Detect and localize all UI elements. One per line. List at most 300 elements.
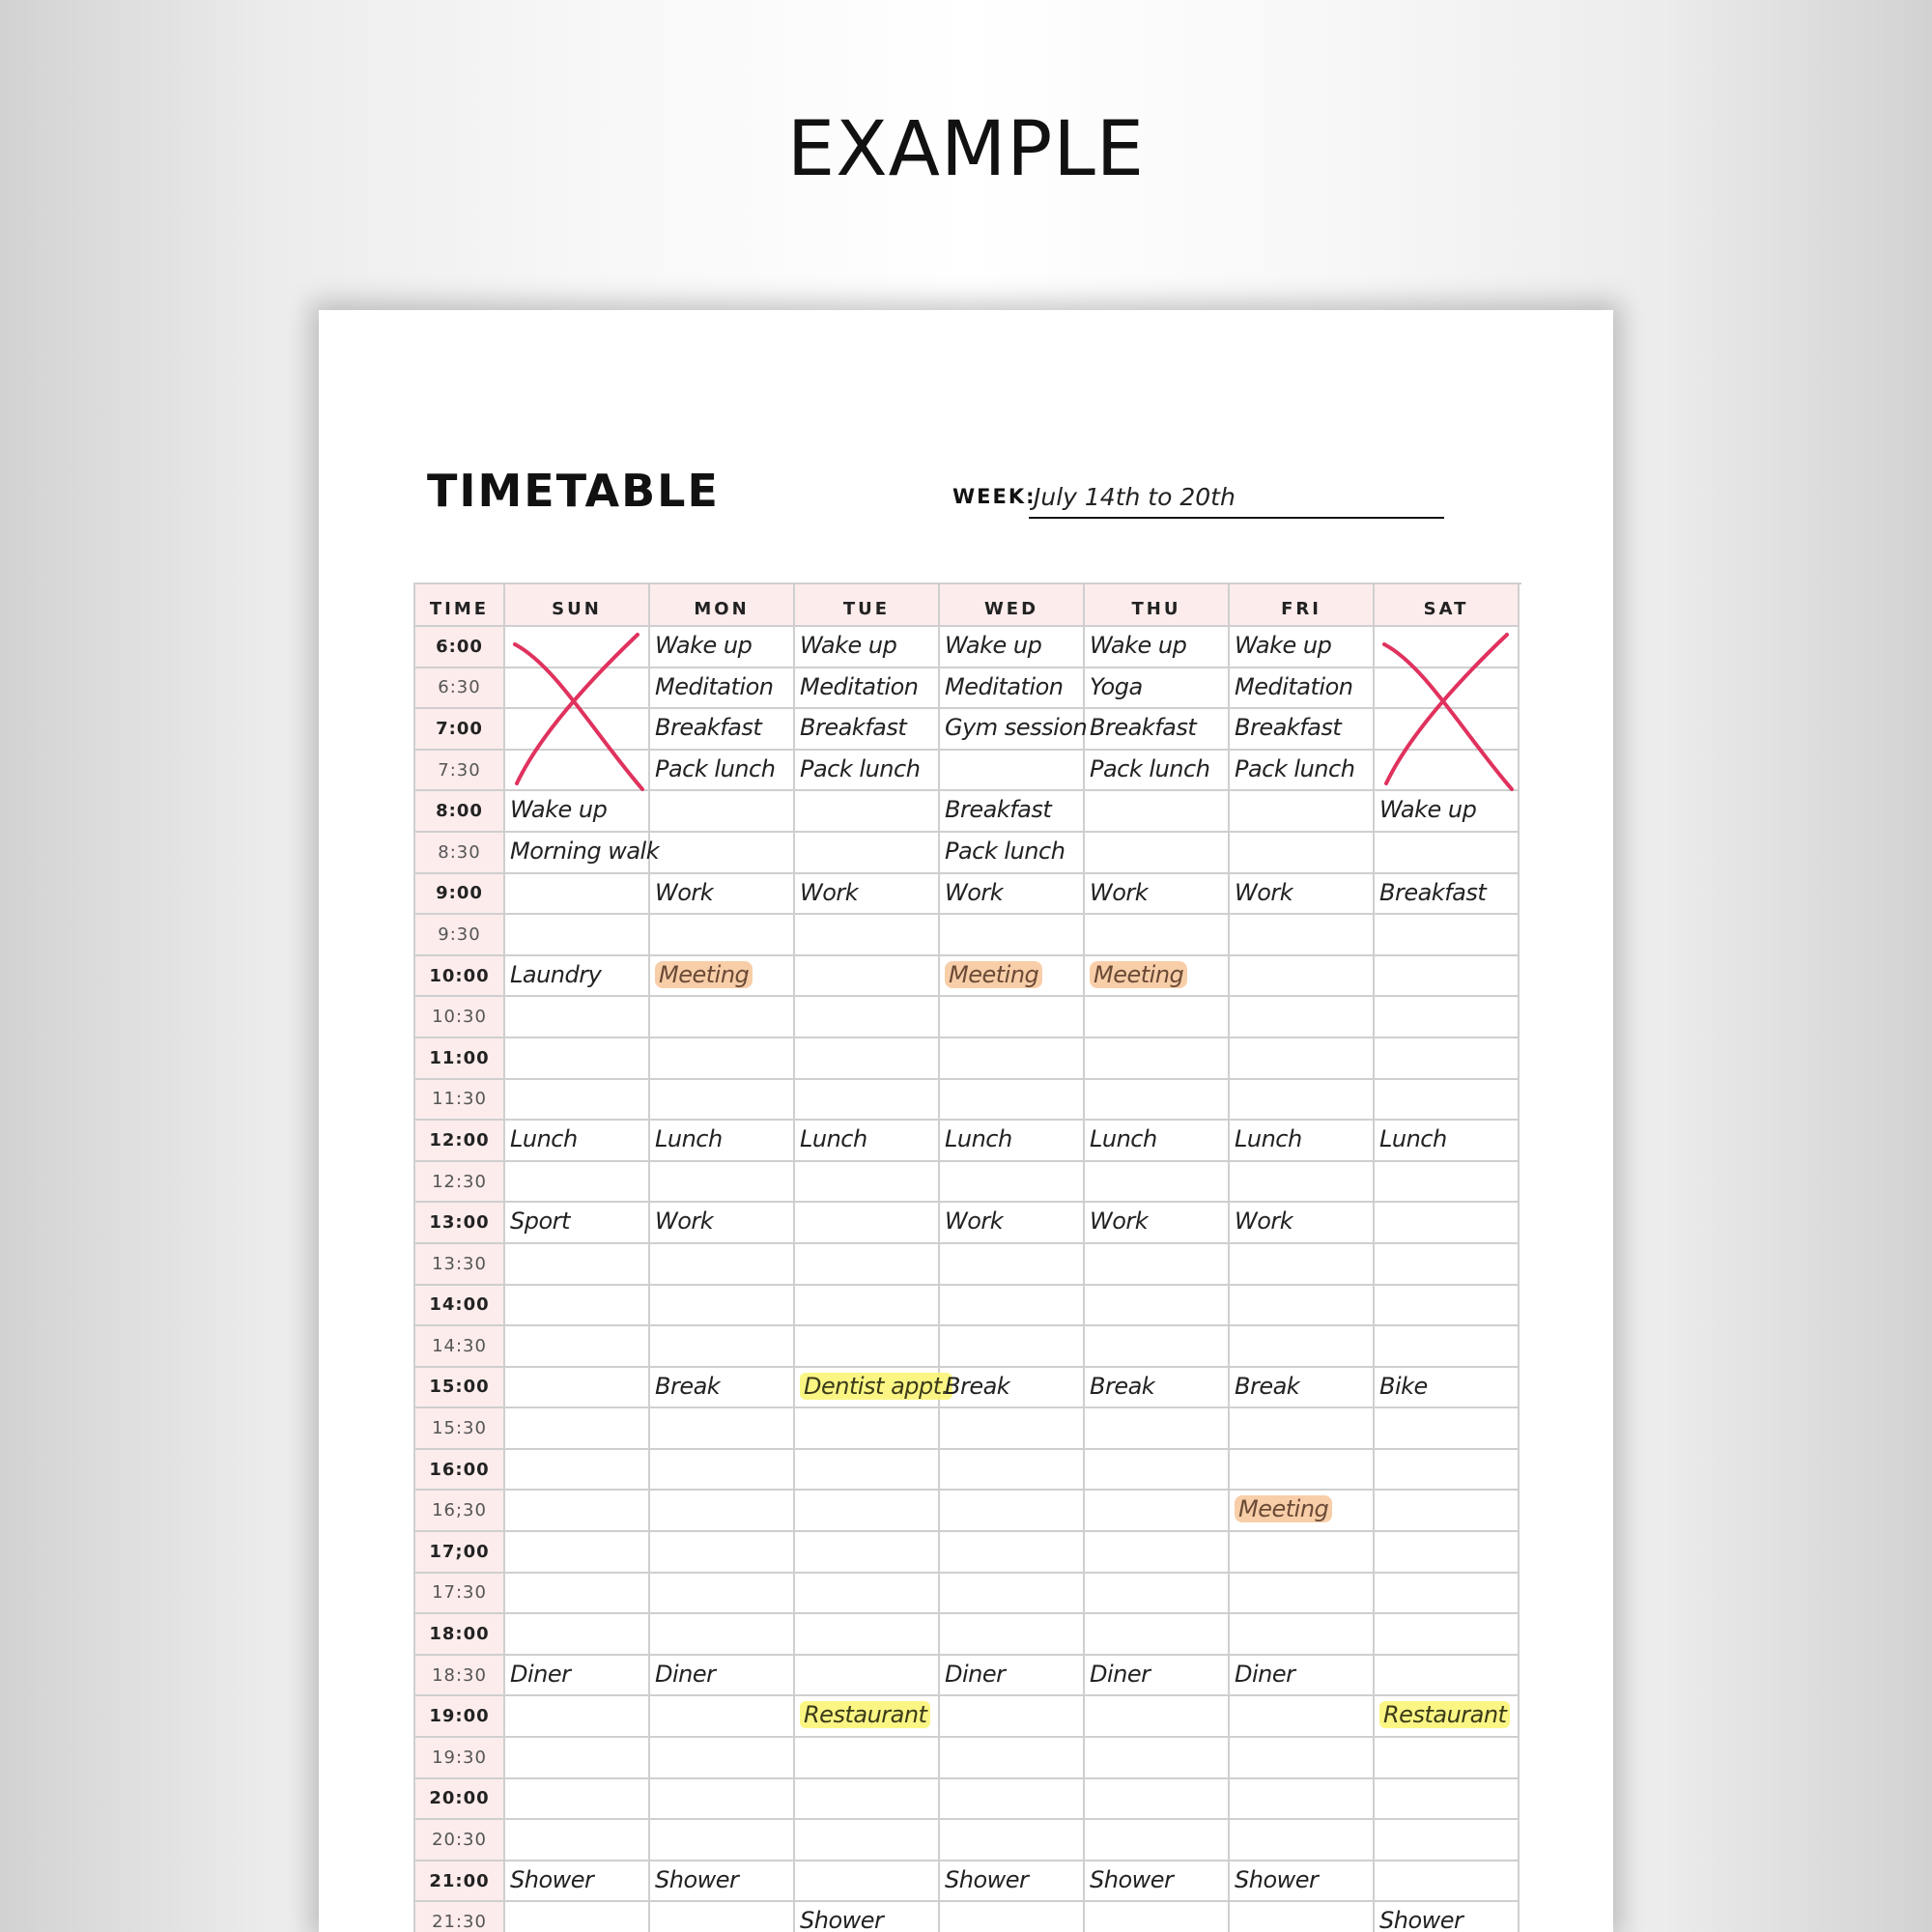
slot-sat-9[interactable] <box>1375 997 1520 1038</box>
slot-fri-14[interactable] <box>1230 1203 1375 1244</box>
time-slot-label: 21:30 <box>415 1902 505 1932</box>
slot-mon-7[interactable] <box>650 915 795 956</box>
slot-thu-5[interactable] <box>1085 833 1230 874</box>
slot-thu-30[interactable] <box>1085 1861 1230 1903</box>
cross-out-mark-sat <box>1377 627 1521 796</box>
slot-sun-17[interactable] <box>505 1326 650 1368</box>
slot-tue-7[interactable] <box>795 915 940 956</box>
slot-thu-26[interactable] <box>1085 1696 1230 1738</box>
slot-sat-28[interactable] <box>1375 1779 1520 1821</box>
slot-mon-27[interactable] <box>650 1738 795 1779</box>
schedule-entry: Shower <box>510 1865 594 1893</box>
slot-tue-31[interactable] <box>795 1902 940 1932</box>
slot-mon-25[interactable] <box>650 1656 795 1697</box>
slot-wed-12[interactable] <box>940 1121 1085 1162</box>
slot-sun-18[interactable] <box>505 1368 650 1409</box>
slot-fri-28[interactable] <box>1230 1779 1375 1821</box>
slot-fri-1[interactable] <box>1230 668 1375 710</box>
slot-mon-23[interactable] <box>650 1574 795 1615</box>
slot-fri-18[interactable] <box>1230 1368 1375 1409</box>
slot-sat-25[interactable] <box>1375 1656 1520 1697</box>
slot-fri-25[interactable] <box>1230 1656 1375 1697</box>
schedule-entry: Shower <box>1090 1865 1174 1893</box>
slot-mon-21[interactable] <box>650 1491 795 1532</box>
time-slot-label: 6:00 <box>415 627 505 668</box>
slot-sun-25[interactable] <box>505 1656 650 1697</box>
slot-sat-13[interactable] <box>1375 1162 1520 1204</box>
slot-tue-28[interactable] <box>795 1779 940 1821</box>
slot-fri-30[interactable] <box>1230 1861 1375 1903</box>
slot-tue-5[interactable] <box>795 833 940 874</box>
slot-sun-27[interactable] <box>505 1738 650 1779</box>
slot-thu-6[interactable] <box>1085 874 1230 916</box>
slot-wed-7[interactable] <box>940 915 1085 956</box>
slot-mon-12[interactable] <box>650 1121 795 1162</box>
time-slot-label: 15:30 <box>415 1408 505 1450</box>
schedule-entry: Work <box>655 1208 714 1236</box>
schedule-entry: Meditation <box>945 672 1064 700</box>
slot-sat-19[interactable] <box>1375 1408 1520 1450</box>
schedule-entry: Restaurant <box>1379 1701 1510 1728</box>
schedule-entry: Wake up <box>945 632 1042 659</box>
slot-thu-8[interactable] <box>1085 956 1230 998</box>
slot-wed-31[interactable] <box>940 1902 1085 1932</box>
slot-thu-14[interactable] <box>1085 1203 1230 1244</box>
slot-mon-8[interactable] <box>650 956 795 998</box>
slot-wed-18[interactable] <box>940 1368 1085 1409</box>
slot-mon-6[interactable] <box>650 874 795 916</box>
slot-tue-13[interactable] <box>795 1162 940 1204</box>
slot-fri-4[interactable] <box>1230 791 1375 833</box>
slot-thu-18[interactable] <box>1085 1368 1230 1409</box>
slot-sat-6[interactable] <box>1375 874 1520 916</box>
slot-sun-15[interactable] <box>505 1244 650 1286</box>
schedule-entry: Diner <box>1235 1660 1295 1688</box>
slot-fri-9[interactable] <box>1230 997 1375 1038</box>
schedule-entry: Wake up <box>510 796 608 824</box>
slot-wed-10[interactable] <box>940 1038 1085 1080</box>
slot-tue-15[interactable] <box>795 1244 940 1286</box>
slot-tue-18[interactable] <box>795 1368 949 1409</box>
slot-thu-31[interactable] <box>1085 1902 1230 1932</box>
schedule-entry: Pack lunch <box>945 837 1065 865</box>
slot-mon-9[interactable] <box>650 997 795 1038</box>
slot-mon-19[interactable] <box>650 1408 795 1450</box>
slot-fri-29[interactable] <box>1230 1820 1375 1861</box>
slot-sun-16[interactable] <box>505 1286 650 1327</box>
slot-wed-28[interactable] <box>940 1779 1085 1821</box>
slot-tue-20[interactable] <box>795 1450 940 1492</box>
day-header-fri: FRI <box>1230 584 1375 627</box>
slot-tue-30[interactable] <box>795 1861 940 1903</box>
schedule-entry: Shower <box>945 1865 1029 1893</box>
slot-mon-16[interactable] <box>650 1286 795 1327</box>
slot-tue-1[interactable] <box>795 668 940 710</box>
slot-tue-9[interactable] <box>795 997 940 1038</box>
slot-fri-8[interactable] <box>1230 956 1375 998</box>
slot-sun-5[interactable] <box>505 833 660 874</box>
slot-wed-26[interactable] <box>940 1696 1085 1738</box>
slot-fri-17[interactable] <box>1230 1326 1375 1368</box>
slot-fri-24[interactable] <box>1230 1614 1375 1656</box>
slot-mon-11[interactable] <box>650 1080 795 1122</box>
schedule-entry: Shower <box>1379 1907 1463 1932</box>
slot-mon-4[interactable] <box>650 791 795 833</box>
slot-sun-23[interactable] <box>505 1574 650 1615</box>
schedule-entry: Pack lunch <box>1235 754 1355 782</box>
time-slot-label: 16;30 <box>415 1491 505 1532</box>
slot-tue-17[interactable] <box>795 1326 940 1368</box>
slot-sat-16[interactable] <box>1375 1286 1520 1327</box>
slot-thu-7[interactable] <box>1085 915 1230 956</box>
slot-thu-25[interactable] <box>1085 1656 1230 1697</box>
slot-sat-11[interactable] <box>1375 1080 1520 1122</box>
slot-mon-17[interactable] <box>650 1326 795 1368</box>
slot-sat-17[interactable] <box>1375 1326 1520 1368</box>
schedule-entry: Lunch <box>800 1125 867 1153</box>
week-underline <box>1029 517 1444 519</box>
slot-fri-10[interactable] <box>1230 1038 1375 1080</box>
slot-mon-30[interactable] <box>650 1861 795 1903</box>
slot-sat-29[interactable] <box>1375 1820 1520 1861</box>
slot-thu-2[interactable] <box>1085 709 1230 751</box>
schedule-entry: Lunch <box>1090 1125 1157 1153</box>
slot-fri-20[interactable] <box>1230 1450 1375 1492</box>
slot-fri-27[interactable] <box>1230 1738 1375 1779</box>
slot-thu-9[interactable] <box>1085 997 1230 1038</box>
slot-sun-29[interactable] <box>505 1820 650 1861</box>
schedule-entry: Shower <box>1235 1865 1319 1893</box>
schedule-entry: Work <box>1090 1208 1149 1236</box>
slot-wed-13[interactable] <box>940 1162 1085 1204</box>
slot-thu-16[interactable] <box>1085 1286 1230 1327</box>
slot-sun-24[interactable] <box>505 1614 650 1656</box>
slot-mon-2[interactable] <box>650 709 795 751</box>
slot-wed-3[interactable] <box>940 751 1085 792</box>
schedule-entry: Work <box>1235 878 1293 906</box>
slot-wed-6[interactable] <box>940 874 1085 916</box>
slot-sat-8[interactable] <box>1375 956 1520 998</box>
slot-fri-23[interactable] <box>1230 1574 1375 1615</box>
schedule-entry: Break <box>945 1372 1010 1400</box>
slot-wed-20[interactable] <box>940 1450 1085 1492</box>
time-slot-label: 15:00 <box>415 1368 505 1409</box>
slot-sat-5[interactable] <box>1375 833 1520 874</box>
slot-thu-10[interactable] <box>1085 1038 1230 1080</box>
slot-thu-4[interactable] <box>1085 791 1230 833</box>
schedule-entry: Lunch <box>1379 1125 1447 1153</box>
schedule-entry: Diner <box>945 1660 1006 1688</box>
slot-sat-12[interactable] <box>1375 1121 1520 1162</box>
slot-fri-31[interactable] <box>1230 1902 1375 1932</box>
slot-sun-19[interactable] <box>505 1408 650 1450</box>
schedule-entry: Breakfast <box>1090 714 1197 742</box>
week-value: July 14th to 20th <box>1034 483 1236 511</box>
slot-wed-5[interactable] <box>940 833 1085 874</box>
slot-tue-24[interactable] <box>795 1614 940 1656</box>
slot-tue-12[interactable] <box>795 1121 940 1162</box>
slot-fri-0[interactable] <box>1230 627 1375 668</box>
time-slot-label: 14:30 <box>415 1326 505 1368</box>
slot-tue-3[interactable] <box>795 751 940 792</box>
schedule-entry: Breakfast <box>800 714 907 742</box>
slot-sun-10[interactable] <box>505 1038 650 1080</box>
slot-tue-21[interactable] <box>795 1491 940 1532</box>
slot-mon-3[interactable] <box>650 751 795 792</box>
slot-mon-5[interactable] <box>650 833 795 874</box>
time-slot-label: 16:00 <box>415 1450 505 1492</box>
timetable-sheet <box>319 310 1613 1932</box>
slot-thu-24[interactable] <box>1085 1614 1230 1656</box>
slot-tue-10[interactable] <box>795 1038 940 1080</box>
schedule-entry: Diner <box>1090 1660 1151 1688</box>
slot-sat-15[interactable] <box>1375 1244 1520 1286</box>
slot-tue-8[interactable] <box>795 956 940 998</box>
slot-sat-26[interactable] <box>1375 1696 1520 1738</box>
slot-thu-23[interactable] <box>1085 1574 1230 1615</box>
slot-sun-31[interactable] <box>505 1902 650 1932</box>
slot-fri-21[interactable] <box>1230 1491 1375 1532</box>
slot-tue-26[interactable] <box>795 1696 940 1738</box>
slot-sun-11[interactable] <box>505 1080 650 1122</box>
time-slot-label: 10:00 <box>415 956 505 998</box>
slot-wed-16[interactable] <box>940 1286 1085 1327</box>
schedule-entry: Morning walk <box>510 837 660 865</box>
slot-fri-3[interactable] <box>1230 751 1375 792</box>
slot-fri-15[interactable] <box>1230 1244 1375 1286</box>
slot-thu-22[interactable] <box>1085 1532 1230 1574</box>
slot-sat-23[interactable] <box>1375 1574 1520 1615</box>
slot-wed-2[interactable] <box>940 709 1088 751</box>
slot-sun-7[interactable] <box>505 915 650 956</box>
schedule-entry: Breakfast <box>655 714 762 742</box>
slot-tue-23[interactable] <box>795 1574 940 1615</box>
time-slot-label: 19:00 <box>415 1696 505 1738</box>
schedule-entry: Gym session <box>945 714 1088 742</box>
schedule-entry: Lunch <box>945 1125 1012 1153</box>
slot-sun-9[interactable] <box>505 997 650 1038</box>
slot-tue-22[interactable] <box>795 1532 940 1574</box>
schedule-entry: Wake up <box>800 632 897 659</box>
slot-tue-29[interactable] <box>795 1820 940 1861</box>
time-slot-label: 18:30 <box>415 1656 505 1697</box>
slot-fri-22[interactable] <box>1230 1532 1375 1574</box>
schedule-entry: Diner <box>510 1660 571 1688</box>
time-slot-label: 19:30 <box>415 1738 505 1779</box>
slot-mon-28[interactable] <box>650 1779 795 1821</box>
slot-wed-0[interactable] <box>940 627 1085 668</box>
slot-wed-1[interactable] <box>940 668 1085 710</box>
slot-mon-13[interactable] <box>650 1162 795 1204</box>
slot-sun-6[interactable] <box>505 874 650 916</box>
slot-wed-17[interactable] <box>940 1326 1085 1368</box>
slot-sat-27[interactable] <box>1375 1738 1520 1779</box>
slot-fri-5[interactable] <box>1230 833 1375 874</box>
slot-sun-12[interactable] <box>505 1121 650 1162</box>
slot-thu-21[interactable] <box>1085 1491 1230 1532</box>
time-slot-label: 21:00 <box>415 1861 505 1903</box>
schedule-entry: Work <box>800 878 859 906</box>
slot-sat-31[interactable] <box>1375 1902 1520 1932</box>
slot-wed-22[interactable] <box>940 1532 1085 1574</box>
schedule-entry: Break <box>655 1372 721 1400</box>
schedule-entry: Restaurant <box>800 1701 930 1728</box>
schedule-entry: Wake up <box>655 632 753 659</box>
slot-sat-21[interactable] <box>1375 1491 1520 1532</box>
slot-fri-11[interactable] <box>1230 1080 1375 1122</box>
slot-sun-4[interactable] <box>505 791 650 833</box>
slot-tue-11[interactable] <box>795 1080 940 1122</box>
schedule-entry: Sport <box>510 1208 570 1236</box>
time-column-header: TIME <box>415 584 505 627</box>
slot-wed-30[interactable] <box>940 1861 1085 1903</box>
slot-tue-4[interactable] <box>795 791 940 833</box>
slot-thu-28[interactable] <box>1085 1779 1230 1821</box>
time-slot-label: 8:00 <box>415 791 505 833</box>
time-slot-label: 20:00 <box>415 1779 505 1821</box>
schedule-entry: Wake up <box>1379 796 1477 824</box>
slot-wed-11[interactable] <box>940 1080 1085 1122</box>
time-slot-label: 12:30 <box>415 1162 505 1204</box>
schedule-entry: Shower <box>655 1865 739 1893</box>
slot-mon-31[interactable] <box>650 1902 795 1932</box>
slot-wed-4[interactable] <box>940 791 1085 833</box>
slot-wed-27[interactable] <box>940 1738 1085 1779</box>
slot-thu-3[interactable] <box>1085 751 1230 792</box>
slot-sat-18[interactable] <box>1375 1368 1520 1409</box>
schedule-entry: Yoga <box>1090 672 1143 700</box>
example-banner: EXAMPLE <box>786 106 1146 193</box>
slot-thu-27[interactable] <box>1085 1738 1230 1779</box>
week-label: WEEK: <box>952 485 1037 508</box>
schedule-entry: Laundry <box>510 960 602 988</box>
slot-mon-22[interactable] <box>650 1532 795 1574</box>
slot-thu-19[interactable] <box>1085 1408 1230 1450</box>
schedule-entry: Meditation <box>655 672 774 700</box>
slot-sat-14[interactable] <box>1375 1203 1520 1244</box>
slot-mon-15[interactable] <box>650 1244 795 1286</box>
slot-wed-15[interactable] <box>940 1244 1085 1286</box>
slot-thu-1[interactable] <box>1085 668 1230 710</box>
slot-sun-20[interactable] <box>505 1450 650 1492</box>
slot-thu-17[interactable] <box>1085 1326 1230 1368</box>
time-slot-label: 20:30 <box>415 1820 505 1861</box>
slot-wed-21[interactable] <box>940 1491 1085 1532</box>
cross-out-mark-sun <box>507 627 652 796</box>
schedule-entry: Meditation <box>800 672 919 700</box>
schedule-entry: Work <box>1090 878 1149 906</box>
slot-tue-6[interactable] <box>795 874 940 916</box>
slot-mon-14[interactable] <box>650 1203 795 1244</box>
slot-mon-29[interactable] <box>650 1820 795 1861</box>
slot-fri-26[interactable] <box>1230 1696 1375 1738</box>
slot-wed-24[interactable] <box>940 1614 1085 1656</box>
slot-mon-26[interactable] <box>650 1696 795 1738</box>
time-slot-label: 9:00 <box>415 874 505 916</box>
slot-sat-30[interactable] <box>1375 1861 1520 1903</box>
slot-thu-15[interactable] <box>1085 1244 1230 1286</box>
schedule-entry: Pack lunch <box>800 754 921 782</box>
slot-sun-28[interactable] <box>505 1779 650 1821</box>
slot-thu-20[interactable] <box>1085 1450 1230 1492</box>
slot-tue-19[interactable] <box>795 1408 940 1450</box>
slot-fri-2[interactable] <box>1230 709 1375 751</box>
slot-fri-13[interactable] <box>1230 1162 1375 1204</box>
schedule-entry: Meeting <box>1235 1495 1332 1522</box>
slot-wed-23[interactable] <box>940 1574 1085 1615</box>
slot-thu-29[interactable] <box>1085 1820 1230 1861</box>
slot-fri-16[interactable] <box>1230 1286 1375 1327</box>
schedule-entry: Breakfast <box>1235 714 1342 742</box>
slot-sat-10[interactable] <box>1375 1038 1520 1080</box>
time-slot-label: 13:00 <box>415 1203 505 1244</box>
slot-tue-16[interactable] <box>795 1286 940 1327</box>
time-slot-label: 13:30 <box>415 1244 505 1286</box>
slot-mon-0[interactable] <box>650 627 795 668</box>
schedule-entry: Meeting <box>1090 961 1187 988</box>
slot-sun-8[interactable] <box>505 956 650 998</box>
slot-tue-14[interactable] <box>795 1203 940 1244</box>
slot-sun-13[interactable] <box>505 1162 650 1204</box>
slot-fri-12[interactable] <box>1230 1121 1375 1162</box>
slot-fri-19[interactable] <box>1230 1408 1375 1450</box>
time-slot-label: 14:00 <box>415 1286 505 1327</box>
schedule-entry: Work <box>1235 1208 1293 1236</box>
slot-sun-22[interactable] <box>505 1532 650 1574</box>
slot-thu-11[interactable] <box>1085 1080 1230 1122</box>
slot-tue-2[interactable] <box>795 709 940 751</box>
slot-tue-25[interactable] <box>795 1656 940 1697</box>
slot-sat-22[interactable] <box>1375 1532 1520 1574</box>
slot-sun-30[interactable] <box>505 1861 650 1903</box>
time-slot-label: 17:30 <box>415 1574 505 1615</box>
schedule-entry: Wake up <box>1235 632 1332 659</box>
time-slot-label: 6:30 <box>415 668 505 710</box>
slot-sat-4[interactable] <box>1375 791 1520 833</box>
slot-mon-10[interactable] <box>650 1038 795 1080</box>
slot-fri-6[interactable] <box>1230 874 1375 916</box>
time-slot-label: 8:30 <box>415 833 505 874</box>
slot-sat-24[interactable] <box>1375 1614 1520 1656</box>
schedule-entry: Bike <box>1379 1372 1428 1400</box>
slot-wed-8[interactable] <box>940 956 1085 998</box>
slot-wed-29[interactable] <box>940 1820 1085 1861</box>
slot-thu-0[interactable] <box>1085 627 1230 668</box>
slot-thu-12[interactable] <box>1085 1121 1230 1162</box>
slot-thu-13[interactable] <box>1085 1162 1230 1204</box>
day-header-sun: SUN <box>505 584 650 627</box>
slot-wed-19[interactable] <box>940 1408 1085 1450</box>
slot-tue-0[interactable] <box>795 627 940 668</box>
slot-mon-20[interactable] <box>650 1450 795 1492</box>
slot-mon-18[interactable] <box>650 1368 795 1409</box>
slot-sun-14[interactable] <box>505 1203 650 1244</box>
slot-sun-21[interactable] <box>505 1491 650 1532</box>
slot-wed-9[interactable] <box>940 997 1085 1038</box>
slot-wed-14[interactable] <box>940 1203 1085 1244</box>
slot-mon-24[interactable] <box>650 1614 795 1656</box>
slot-wed-25[interactable] <box>940 1656 1085 1697</box>
time-slot-label: 18:00 <box>415 1614 505 1656</box>
slot-sun-26[interactable] <box>505 1696 650 1738</box>
slot-sat-7[interactable] <box>1375 915 1520 956</box>
time-slot-label: 11:30 <box>415 1080 505 1122</box>
slot-tue-27[interactable] <box>795 1738 940 1779</box>
schedule-entry: Breakfast <box>945 796 1052 824</box>
slot-mon-1[interactable] <box>650 668 795 710</box>
slot-fri-7[interactable] <box>1230 915 1375 956</box>
slot-sat-20[interactable] <box>1375 1450 1520 1492</box>
